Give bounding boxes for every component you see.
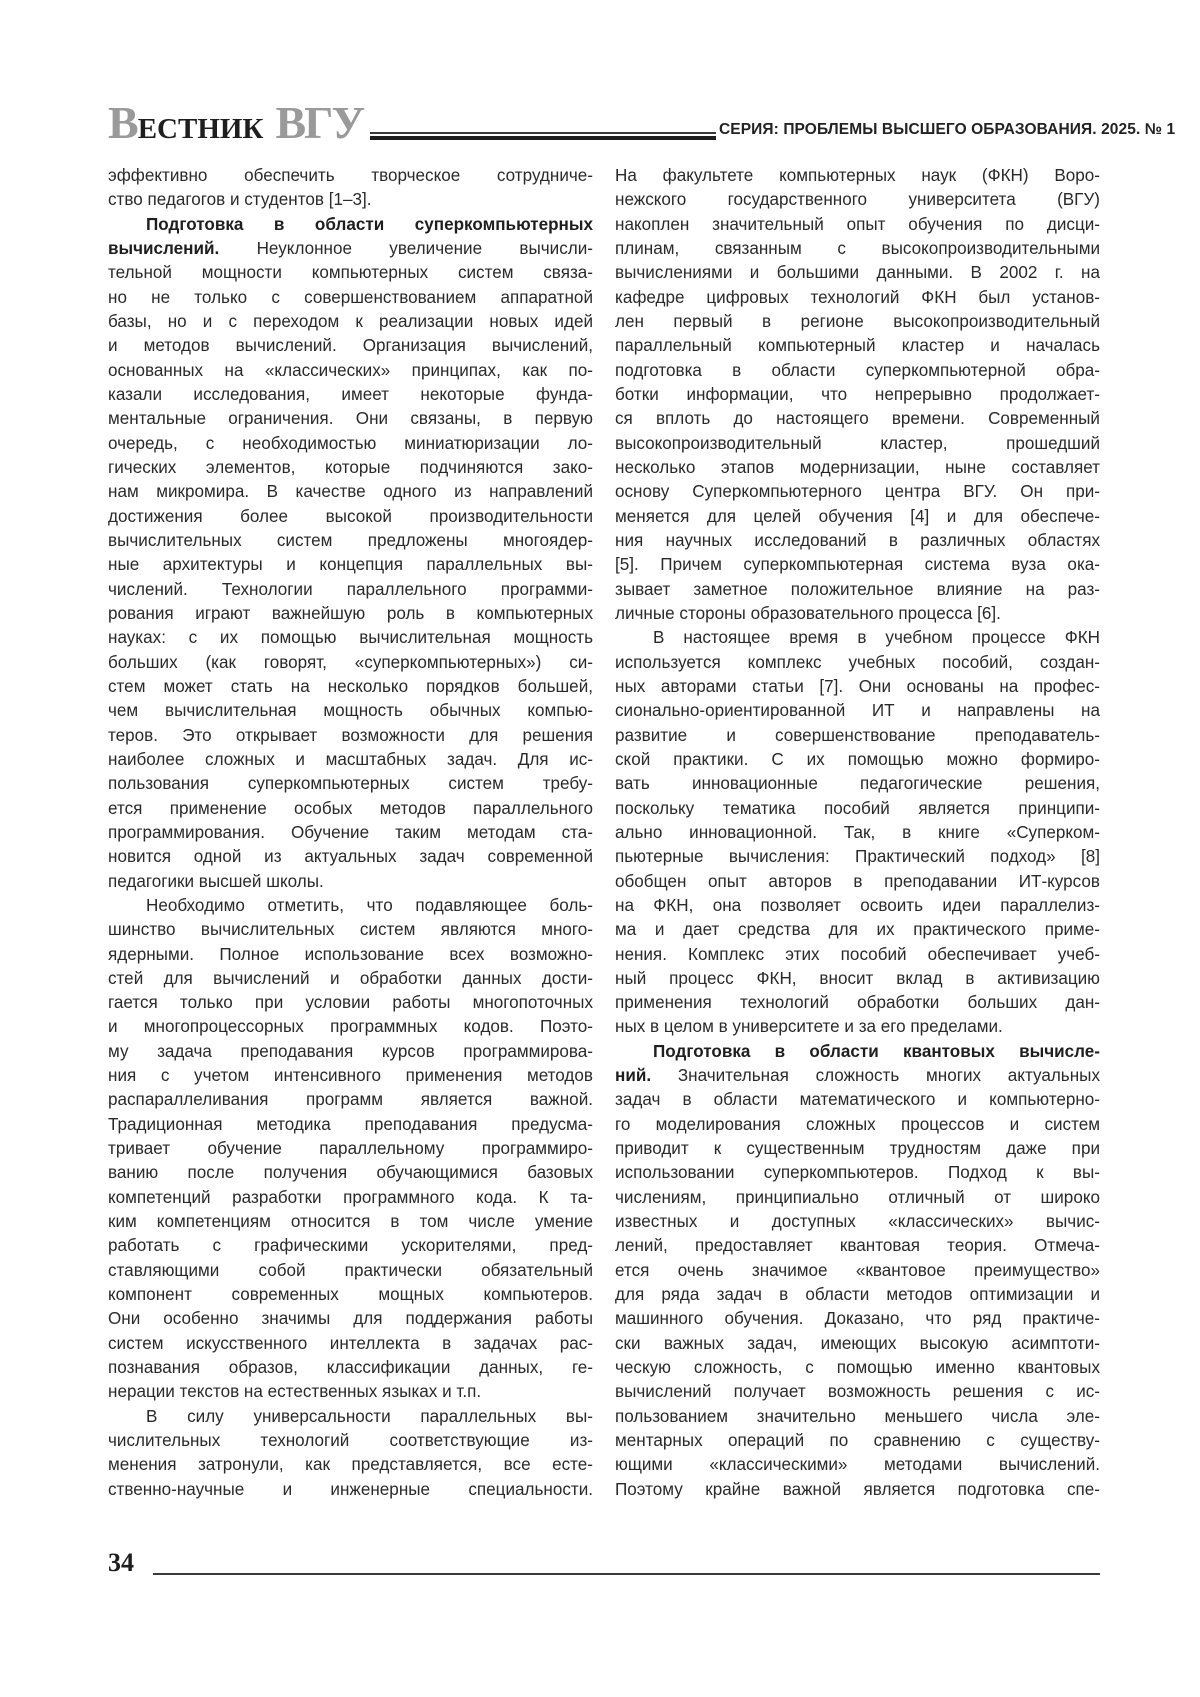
line-text: вычислениями и большими данными. В 2002 г. на [615,263,1100,283]
line-text: теров. Это открывает возможности для решения [108,725,593,745]
text-line [615,578,1100,602]
text-line [108,991,593,1015]
text-line [108,967,593,991]
text-line [108,1186,593,1210]
text-line [108,602,593,626]
left-text-column [108,164,593,1502]
text-line [108,797,593,821]
line-text: ботки информации, что непрерывно продолжает- [615,384,1100,404]
text-line [615,480,1100,504]
line-text: нам микромира. В качестве одного из направлений [108,482,593,502]
line-text: очередь, с необходимостью миниатюризации ло- [108,433,593,453]
text-line [108,407,593,431]
line-text: ментарных операций по сравнению с существу- [615,1431,1100,1451]
text-line [615,1307,1100,1331]
line-text: ски важных задач, имеющих высокую асимптоти- [615,1333,1100,1353]
text-line [108,821,593,845]
text-line [108,699,593,723]
text-line [615,1405,1100,1429]
text-line [108,1380,593,1404]
line-text: стей для вычислений и обработки данных дости- [108,968,593,988]
text-line [108,1405,593,1429]
line-text: шинство вычислительных систем являются много- [108,920,593,940]
text-line [108,286,593,310]
text-line [615,261,1100,285]
text-line [615,821,1100,845]
text-line [615,870,1100,894]
line-text: и методов вычислений. Организация вычислений, [108,336,593,356]
line-text: наиболее сложных и масштабных задач. Для ис- [108,749,593,769]
line-text: ство педагогов и студентов [1–3]. [108,190,372,210]
text-line [108,626,593,650]
text-line [108,1064,593,1088]
text-line [615,1064,1100,1088]
text-line [615,456,1100,480]
page-footer [108,1548,1100,1588]
text-line [108,1210,593,1234]
text-line [108,1356,593,1380]
page-number: 34 [108,1548,134,1577]
text-line [615,237,1100,261]
line-text: Значительная сложность многих актуальных [651,1066,1100,1086]
text-line [615,310,1100,334]
line-text: пользованием значительно меньшего числа эле- [615,1406,1100,1426]
line-text: использовании суперкомпьютеров. Подход к вы- [615,1163,1100,1183]
line-text: науках: с их помощью вычислительная мощность [108,628,593,648]
line-text: параллельный компьютерный кластер и началась [615,336,1100,356]
text-line [108,1307,593,1331]
line-text: Необходимо отметить, что подавляющее боль- [146,895,593,915]
text-line [615,286,1100,310]
section-heading: Подготовка в области суперкомпьютерных [146,214,593,234]
line-text: основу Суперкомпьютерного центра ВГУ. Он при- [615,482,1100,502]
text-line [615,529,1100,553]
series-title: СЕРИЯ: ПРОБЛЕМЫ ВЫСШЕГО ОБРАЗОВАНИЯ. 2025. № 1 [719,121,1176,138]
text-line [615,1380,1100,1404]
text-line [615,1088,1100,1112]
line-text: лений, предоставляет квантовая теория. Отмеча- [615,1236,1100,1256]
text-line [108,237,593,261]
line-text: на ФКН, она позволяет освоить идеи параллелиз- [615,895,1100,915]
text-line [108,456,593,480]
line-text: меняется для целей обучения [4] и для обеспече- [615,506,1100,526]
text-line [108,334,593,358]
line-text: числений. Технологии параллельного программи- [108,579,593,599]
line-text: тельной мощности компьютерных систем связа- [108,263,593,283]
line-text: обобщен опыт авторов в преподавании ИТ-курсов [615,871,1100,891]
line-text: зывает заметное положительное влияние на раз- [615,579,1100,599]
line-text: известных и доступных «классических» вычис- [615,1212,1100,1232]
line-text: личные стороны образовательного процесса [6]. [615,603,1001,623]
line-text: ческую сложность, с помощью именно квантовых [615,1358,1100,1378]
line-text: систем искусственного интеллекта в задачах рас- [108,1333,593,1353]
line-text: го моделирования сложных процессов и систем [615,1114,1100,1134]
line-text: используется комплекс учебных пособий, создан- [615,652,1100,672]
text-line [108,1088,593,1112]
line-text: Они особенно значимы для поддержания работы [108,1309,593,1329]
line-text: плинам, связанным с высокопроизводительными [615,238,1100,258]
line-text: кафедре цифровых технологий ФКН был установ- [615,287,1100,307]
line-text: пьютерные вычисления: Практический подход» [8] [615,847,1100,867]
line-text: работать с графическими ускорителями, пред- [108,1236,593,1256]
text-line [108,188,593,212]
running-header [108,97,1176,148]
logo-rest: ЕСТНИК [137,113,264,145]
section-heading: Подготовка в области квантовых вычисле- [653,1041,1100,1061]
text-line [615,772,1100,796]
line-text: компетенций разработки программного кода. К та- [108,1187,593,1207]
line-text: числениям, принципиально отличный от широко [615,1187,1100,1207]
line-text: нерации текстов на естественных языках и т.п. [108,1382,482,1402]
line-text: ставляющими собой практически обязательный [108,1260,593,1280]
text-line [108,870,593,894]
text-line [108,845,593,869]
text-line [615,1015,1100,1039]
text-line [108,772,593,796]
text-line [615,1040,1100,1064]
text-line [108,1015,593,1039]
text-line [108,943,593,967]
text-line [108,1429,593,1453]
line-text: пользования суперкомпьютерных систем требу- [108,774,593,794]
text-line [615,699,1100,723]
section-heading: вычислений. [108,238,220,258]
line-text: менения затронули, как представляется, все есте- [108,1455,593,1475]
text-line [615,967,1100,991]
line-text: В силу универсальности параллельных вы- [146,1406,593,1426]
line-text: высокопроизводительный кластер, прошедший [615,433,1100,453]
line-text: ется очень значимое «квантовое преимущество» [615,1260,1100,1280]
line-text: ется применение особых методов параллельного [108,798,593,818]
line-text: ния научных исследований в различных областях [615,530,1100,550]
line-text: ма и дает средства для их практического приме- [615,920,1100,940]
line-text: ской практики. С их помощью можно формиро- [615,749,1100,769]
text-line [108,651,593,675]
text-line [615,1429,1100,1453]
logo-vgu: ВГУ [275,97,364,148]
text-line [108,1259,593,1283]
line-text: вычислительных систем предложены многоядер- [108,530,593,550]
text-line [615,797,1100,821]
text-line [615,213,1100,237]
text-line [615,1259,1100,1283]
line-text: нежского государственного университета (ВГУ) [615,190,1100,210]
footer-rule [153,1573,1100,1575]
text-line [615,359,1100,383]
line-text: ядерными. Полное использование всех возможно- [108,944,593,964]
text-line [108,505,593,529]
text-line [108,529,593,553]
section-heading: ний. [615,1066,652,1086]
line-text: рования играют важнейшую роль в компьютерных [108,603,593,623]
line-text: Поэтому крайне важной является подготовка спе- [615,1479,1100,1499]
line-text: ный процесс ФКН, вносит вклад в активизацию [615,968,1100,988]
text-line [615,1356,1100,1380]
text-line [615,1113,1100,1137]
text-line [615,1234,1100,1258]
line-text: компонент современных мощных компьютеров. [108,1285,593,1305]
text-line [108,432,593,456]
text-line [615,918,1100,942]
text-line [615,1453,1100,1477]
text-line [615,724,1100,748]
text-line [108,894,593,918]
text-line [108,310,593,334]
line-text: познавания образов, классификации данных, ге- [108,1358,593,1378]
text-line [108,1453,593,1477]
line-text: нения. Комплекс этих пособий обеспечивает учеб- [615,944,1100,964]
line-text: сионально-ориентированной ИТ и направлены на [615,701,1100,721]
text-line [615,748,1100,772]
line-text: подготовка в области суперкомпьютерной обра- [615,360,1100,380]
text-line [615,894,1100,918]
text-line [615,164,1100,188]
text-line [615,1186,1100,1210]
line-text: поскольку тематика пособий является принципи- [615,798,1100,818]
text-line [615,432,1100,456]
text-line [615,1283,1100,1307]
line-text: му задача преподавания курсов программирова- [108,1041,593,1061]
text-line [615,1137,1100,1161]
text-line [615,1210,1100,1234]
text-line [108,1113,593,1137]
text-line [615,383,1100,407]
line-text: ния с учетом интенсивного применения методов [108,1066,593,1086]
line-text: гических элементов, которые подчиняются зако- [108,457,593,477]
line-text: основанных на «классических» принципах, как по- [108,360,593,380]
text-line [108,359,593,383]
text-line [108,675,593,699]
text-line [615,553,1100,577]
line-text: Традиционная методика преподавания предусма- [108,1114,593,1134]
line-text: применения технологий обработки больших дан- [615,993,1100,1013]
text-line [615,675,1100,699]
line-text: накоплен значительный опыт обучения по дисци- [615,214,1100,234]
line-text: распараллеливания программ является важной. [108,1090,593,1110]
text-line [108,1137,593,1161]
line-text: Неуклонное увеличение вычисли- [219,238,593,258]
line-text: лен первый в регионе высокопроизводительный [615,311,1100,331]
text-line [615,943,1100,967]
line-text: гается только при условии работы многопоточных [108,993,593,1013]
line-text: вать инновационные педагогические решения, [615,774,1100,794]
line-text: вычислений получает возможность решения с ис- [615,1382,1100,1402]
line-text: чем вычислительная мощность обычных компью- [108,701,593,721]
line-text: и многопроцессорных программных кодов. Поэто- [108,1017,593,1037]
line-text: казали исследования, имеет некоторые фунда- [108,384,593,404]
line-text: педагогики высшей школы. [108,871,324,891]
text-line [615,651,1100,675]
line-text: ся вплоть до настоящего времени. Современный [615,409,1100,429]
line-text: ственно-научные и инженерные специальности. [108,1479,593,1499]
text-line [615,334,1100,358]
text-line [615,1161,1100,1185]
text-line [108,261,593,285]
text-line [108,553,593,577]
line-text: На факультете компьютерных наук (ФКН) Воро- [615,166,1100,185]
text-line [615,626,1100,650]
line-text: но не только с совершенствованием аппаратной [108,287,593,307]
line-text: задач в области математического и компьютерно- [615,1090,1100,1110]
line-text: новится одной из актуальных задач современной [108,847,593,867]
line-text: больших (как говорят, «суперкомпьютерных») си- [108,652,593,672]
text-line [108,918,593,942]
text-line [108,1283,593,1307]
line-text: ные архитектуры и концепция параллельных вы- [108,555,593,575]
line-text: базы, но и с переходом к реализации новых идей [108,311,593,331]
text-line [615,505,1100,529]
line-text: ально инновационной. Так, в книге «Суперком- [615,822,1100,842]
line-text: ных авторами статьи [7]. Они основаны на профес- [615,676,1100,696]
text-line [615,991,1100,1015]
line-text: развитие и совершенствование преподаватель- [615,725,1100,745]
header-rule [370,132,716,140]
logo-initial: В [108,97,138,148]
line-text: ким компетенциям относится в том числе умение [108,1212,593,1232]
line-text: несколько этапов модернизации, ныне составляет [615,457,1100,477]
line-text: стем может стать на несколько порядков большей, [108,676,593,696]
text-line [615,602,1100,626]
line-text: числительных технологий соответствующие из- [108,1431,593,1451]
text-line [108,383,593,407]
text-line [108,164,593,188]
line-text: эффективно обеспечить творческое сотрудниче- [108,166,593,185]
text-line [108,724,593,748]
text-line [108,1332,593,1356]
line-text: [5]. Причем суперкомпьютерная система вуза ока- [615,555,1100,575]
line-text: ющими «классическими» методами вычислений. [615,1455,1100,1475]
text-line [615,845,1100,869]
line-text: тривает обучение параллельному программиро- [108,1139,593,1159]
text-line [615,407,1100,431]
text-line [615,1332,1100,1356]
text-line [108,1478,593,1502]
text-line [108,1161,593,1185]
line-text: достижения более высокой производительности [108,506,593,526]
line-text: ванию после получения обучающимися базовых [108,1163,593,1183]
line-text: ных в целом в университете и за его пределами. [615,1017,1003,1037]
text-line [615,188,1100,212]
line-text: В настоящее время в учебном процессе ФКН [653,628,1100,648]
text-line [108,578,593,602]
line-text: приводит к существенным трудностям даже при [615,1139,1100,1159]
line-text: ментальные ограничения. Они связаны, в первую [108,409,593,429]
text-line [108,1040,593,1064]
right-text-column [615,164,1100,1502]
text-line [615,1478,1100,1502]
line-text: программирования. Обучение таким методам ста- [108,822,593,842]
line-text: машинного обучения. Доказано, что ряд практиче- [615,1309,1100,1329]
journal-logo [108,98,363,148]
line-text: для ряда задач в области методов оптимизации и [615,1285,1100,1305]
text-line [108,480,593,504]
text-line [108,1234,593,1258]
text-line [108,213,593,237]
text-line [108,748,593,772]
